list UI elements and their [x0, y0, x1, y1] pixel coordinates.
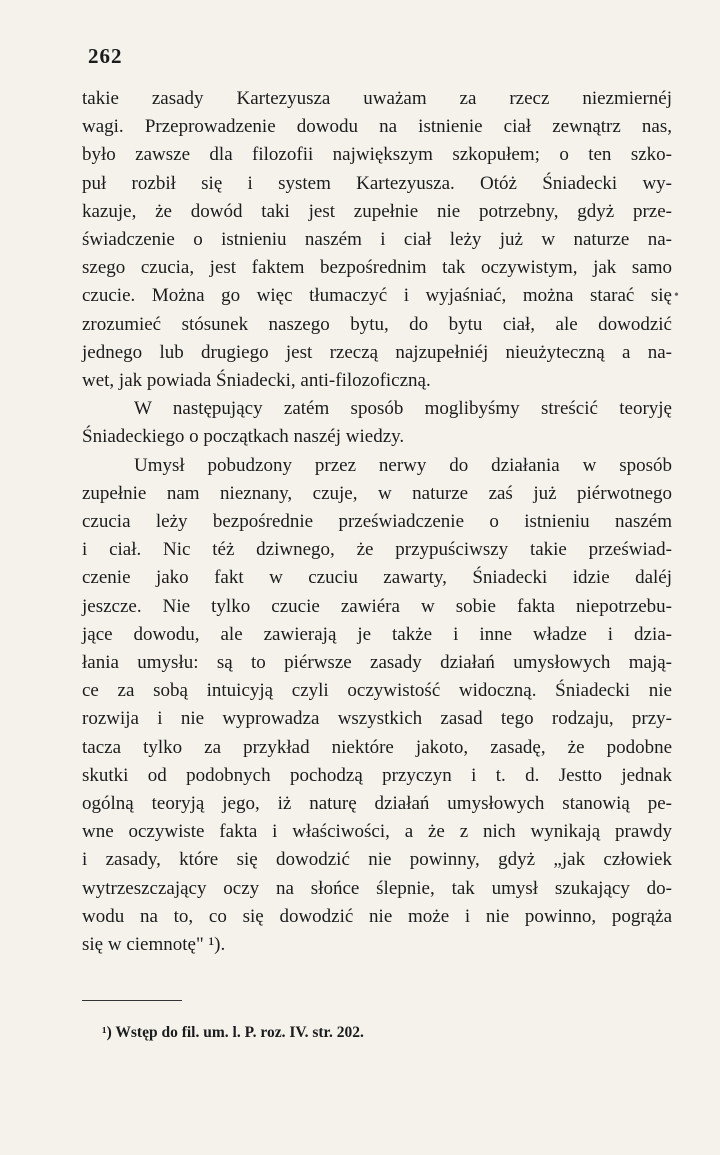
- text-line: skutki od podobnych pochodzą przyczyn i t. d. Jestto jednak: [82, 764, 672, 786]
- page-number: 262: [88, 44, 123, 68]
- text-line: takie zasady Kartezyusza uważam za rzecz niezmiernéj: [82, 88, 672, 109]
- text-line: wytrzeszczający oczy na słońce ślepnie, tak umysł szukający do-: [82, 877, 672, 899]
- text-line: zrozumieć stósunek naszego bytu, do bytu ciał, ale dowodzić: [82, 313, 672, 335]
- text-line: zupełnie nam nieznany, czuje, w naturze zaś już piérwotnego: [82, 482, 672, 504]
- text-line: puł rozbił się i system Kartezyusza. Otóż Śniadecki wy-: [82, 172, 672, 194]
- text-line: świadczenie o istnieniu naszém i ciał leży już w naturze na-: [82, 229, 672, 251]
- text-line: czenie jako fakt w czuciu zawarty, Śniadecki idzie daléj: [82, 567, 672, 589]
- text-line: wodu na to, co się dowodzić nie może i nie powinno, pogrąża: [82, 905, 672, 927]
- text-line: wet, jak powiada Śniadecki, anti-filozoficzną.: [82, 370, 431, 392]
- text-line: było zawsze dla filozofii największym szkopułem; o ten szko-: [82, 144, 672, 166]
- text-line: W następujący zatém sposób moglibyśmy streścić teoryję: [134, 398, 672, 420]
- text-line: łania umysłu: są to piérwsze zasady działań umysłowych mają-: [82, 652, 672, 674]
- text-line: jednego lub drugiego jest rzeczą najzupełniéj nieużyteczną a na-: [82, 341, 672, 363]
- text-line: czucia leży bezpośrednie przeświadczenie o istnieniu naszém: [82, 511, 672, 533]
- margin-mark: •: [674, 288, 679, 303]
- text-line: Umysł pobudzony przez nerwy do działania w sposób: [134, 454, 672, 476]
- text-line: rozwija i nie wyprowadza wszystkich zasad tego rodzaju, przy-: [82, 708, 672, 730]
- body-text: [82, 85, 672, 959]
- text-line: ce za sobą intuicyją czyli oczywistość widoczną. Śniadecki nie: [82, 680, 672, 702]
- text-line: tacza tylko za przykład niektóre jakoto, zasadę, że podobne: [82, 736, 672, 758]
- text-line: wagi. Przeprowadzenie dowodu na istnienie ciał zewnątrz nas,: [82, 116, 672, 138]
- text-line: Śniadeckiego o początkach naszéj wiedzy.: [82, 426, 405, 448]
- text-line: szego czucia, jest faktem bezpośrednim tak oczywistym, jak samo: [82, 257, 672, 279]
- footnote-divider: [82, 1000, 182, 1001]
- text-line: i ciał. Nic téż dziwnego, że przypuściwszy takie przeświad-: [82, 539, 672, 561]
- footnote: ¹) Wstęp do fil. um. l. P. roz. IV. str. 202.: [102, 1024, 364, 1041]
- text-line: jące dowodu, ale zawierają je także i inne władze i dzia-: [82, 623, 672, 645]
- text-line: i zasady, które się dowodzić nie powinny, gdyż „jak człowiek: [82, 849, 672, 871]
- text-line: się w ciemnotę" ¹).: [82, 934, 226, 956]
- text-line: jeszcze. Nie tylko czucie zawiéra w sobie fakta niepotrzebu-: [82, 595, 672, 617]
- text-line: czucie. Można go więc tłumaczyć i wyjaśniać, można starać się: [82, 285, 672, 307]
- text-line: ogólną teoryją jego, iż naturę działań umysłowych stanowią pe-: [82, 793, 672, 815]
- text-line: kazuje, że dowód taki jest zupełnie nie potrzebny, gdyż prze-: [82, 200, 672, 222]
- text-line: wne oczywiste fakta i właściwości, a że z nich wynikają prawdy: [82, 821, 672, 843]
